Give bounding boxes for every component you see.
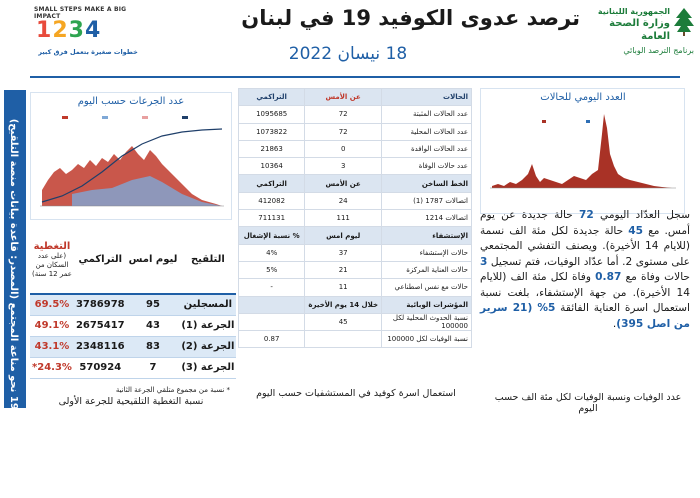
table-cell: التراكمي [239,89,305,106]
table-cell: - [239,279,305,296]
table-cell: 43.1% [30,336,74,357]
campaign-digit: 4 [84,18,102,43]
table-row [239,210,472,227]
ministry-line-3: برنامج الترصد الوبائي [623,46,694,55]
table-section-header [239,296,472,313]
table-row [30,336,236,357]
coverage-note: (على عدد السكان من عمر 12 سنة) [32,251,72,278]
table-cell: 45 [305,313,382,330]
table-cell: اتصالات 1787 (1) [382,192,472,209]
table-cell: 49.1% [30,315,74,336]
vaccination-chart [32,110,230,218]
summary-text: حالة جديدة لكل مئة الف نسمة (للايام 14 الأخيرة). ويصنف التفشي المجتمعي على مستوى 2. [480,224,691,268]
campaign-slogan-top: SMALL STEPS MAKE A BIG IMPACT [34,6,127,20]
table-cell: 21863 [239,140,305,157]
ministry-logo [588,6,696,66]
table-row [239,158,472,175]
table-cell: 2675417 [74,315,127,336]
table-cell: 1073822 [239,123,305,140]
table-cell: 4% [239,244,305,261]
table-cell: 7 [127,357,180,378]
table-row [239,140,472,157]
table-cell: 2348116 [74,336,127,357]
table-cell: 69.5% [30,294,74,315]
summary-icu: 5% (21 سرير من اصل 395) [480,302,690,330]
table-cell: اتصالات 1214 [382,210,472,227]
table-cell: المسجلين [179,294,236,315]
daily-cases-chart-title: العدد اليومي للحالات [540,92,626,103]
table-cell [30,226,74,294]
summary-text: أما عدّاد الوفيات، فتم تسجيل [490,255,619,268]
cedar-icon [672,6,696,36]
header-divider [30,76,680,78]
table-cell: الجرعة (2) [179,336,236,357]
table-cell: حالات مع نفس اصطناعي [382,279,472,296]
table-cell: عدد الحالات المحلية [382,123,472,140]
table-cell: 10364 [239,158,305,175]
summary-paragraph [480,208,690,332]
table-cell: عدد حالات الوفاة [382,158,472,175]
table-cell: ليوم امس [127,226,180,294]
table-cell: حالات الإستشفاء [382,244,472,261]
dose-bars [42,146,222,206]
summary-deaths: 3 [480,255,488,268]
table-row [239,331,472,348]
table-cell: الحالات [382,89,472,106]
daily-cases-chart [482,104,682,204]
campaign-digit: 3 [68,18,85,43]
table-cell: 24.3%* [30,357,74,378]
caption-deaths: عدد الوفيات ونسبة الوفيات لكل مئة الف حسب اليوم [494,392,682,414]
coverage-header: التغطية [33,240,71,252]
table-cell: 570924 [74,357,127,378]
table-cell: 11 [305,279,382,296]
table-cell: التراكمي [74,226,127,294]
table-cell: عدد الحالات المثبتة [382,106,472,123]
table-row [239,123,472,140]
page-title: ترصد عدوى الكوفيد 19 في لبنان [241,6,580,30]
table-cell: نسبة الوفيات لكل 100000 [382,331,472,348]
table-cell: الإستشفاء [382,227,472,244]
ministry-line-2: وزارة الصحة العامة [609,18,670,42]
table-cell: عن الأمس [305,89,382,106]
vaccination-sidebar-text: التلقيح ضد كوفيد 19 نحو مناعة المجتمع (المصدر: قاعدة بيانات منصة التلقيح) [8,118,19,498]
table-cell [239,313,305,330]
summary-text: حالة جديدة عن يوم أمس. مع [480,209,691,237]
table-cell: التلقيح [179,226,236,294]
summary-text: وفاة لكل مئة الف (للايام 14 الأخيرة). من جهة الإستشفاء، بلغت نسبة استعمال اسرة العناية الفائقة [480,271,690,314]
table-cell: حالات العناية المركزة [382,261,472,278]
vaccination-footnote: * نسبة من مجموع متلقي الجرعة الثانية [115,386,230,394]
summary-new-cases: 72 [579,209,594,221]
campaign-digit: 2 [52,18,69,43]
table-cell: نسبة الحدوث المحلية لكل 100000 [382,313,472,330]
table-row [239,244,472,261]
table-cell: عدد الحالات الوافدة [382,140,472,157]
summary-incidence: 45 [628,224,644,237]
table-cell: 5% [239,261,305,278]
summary-text: سجل العدّاد اليومي [599,209,690,221]
table-cell: 24 [305,192,382,209]
table-cell: عن الأمس [305,175,382,192]
table-cell: 412082 [239,192,305,209]
vaccination-table [30,226,236,379]
table-cell: الجرعة (3) [179,357,236,378]
table-section-header [239,175,472,192]
table-cell: خلال 14 يوم الأخيرة [305,296,382,313]
table-cell: الخط الساخن [382,175,472,192]
table-row [239,106,472,123]
table-cell: 72 [305,123,382,140]
table-cell: الجرعة (1) [179,315,236,336]
vaccination-chart-title: عدد الجرعات حسب اليوم [77,96,185,107]
table-cell: التراكمي [239,175,305,192]
caption-coverage: نسبة التغطية التلقيحية للجرعة الأولى [58,396,204,407]
table-header [239,89,472,106]
table-section-header [239,227,472,244]
table-cell [305,331,382,348]
table-cell: 95 [127,294,180,315]
table-cell: % نسبة الإشغال [239,227,305,244]
campaign-logo [30,4,142,66]
table-cell [239,296,305,313]
ministry-line-1: الجمهورية اللبنانية [597,7,670,16]
table-cell: 3 [305,158,382,175]
caption-hospital-beds: استعمال اسرة كوفيد في المستشفيات حسب اليوم [256,388,456,399]
campaign-digit: 1 [36,18,53,43]
table-row [30,357,236,378]
table-row [239,192,472,209]
table-cell: 21 [305,261,382,278]
summary-text: حالات وفاة مع [625,271,690,283]
table-cell: 0.87 [239,331,305,348]
table-cell: 83 [127,336,180,357]
summary-death-rate: 0.87 [595,271,622,283]
table-row [239,261,472,278]
table-cell: 37 [305,244,382,261]
table-cell: 111 [305,210,382,227]
table-cell: 3786978 [74,294,127,315]
cases-table [238,88,472,348]
campaign-slogan-bottom: خطوات صغيرة بتعمل فرق كبير [38,48,138,56]
page-date: 18 نيسان 2022 [288,44,408,64]
table-header [30,226,236,294]
table-cell: 72 [305,106,382,123]
table-cell: ليوم امس [305,227,382,244]
table-row [239,279,472,296]
table-cell: 0 [305,140,382,157]
table-cell: 1095685 [239,106,305,123]
vaccination-sidebar [4,90,26,498]
table-cell: 711131 [239,210,305,227]
campaign-digits [36,18,101,43]
table-cell: المؤشرات الوبائية [382,296,472,313]
table-cell: 43 [127,315,180,336]
table-row [30,294,236,315]
table-row [30,315,236,336]
summary-text: . [612,317,617,330]
table-row [239,313,472,330]
